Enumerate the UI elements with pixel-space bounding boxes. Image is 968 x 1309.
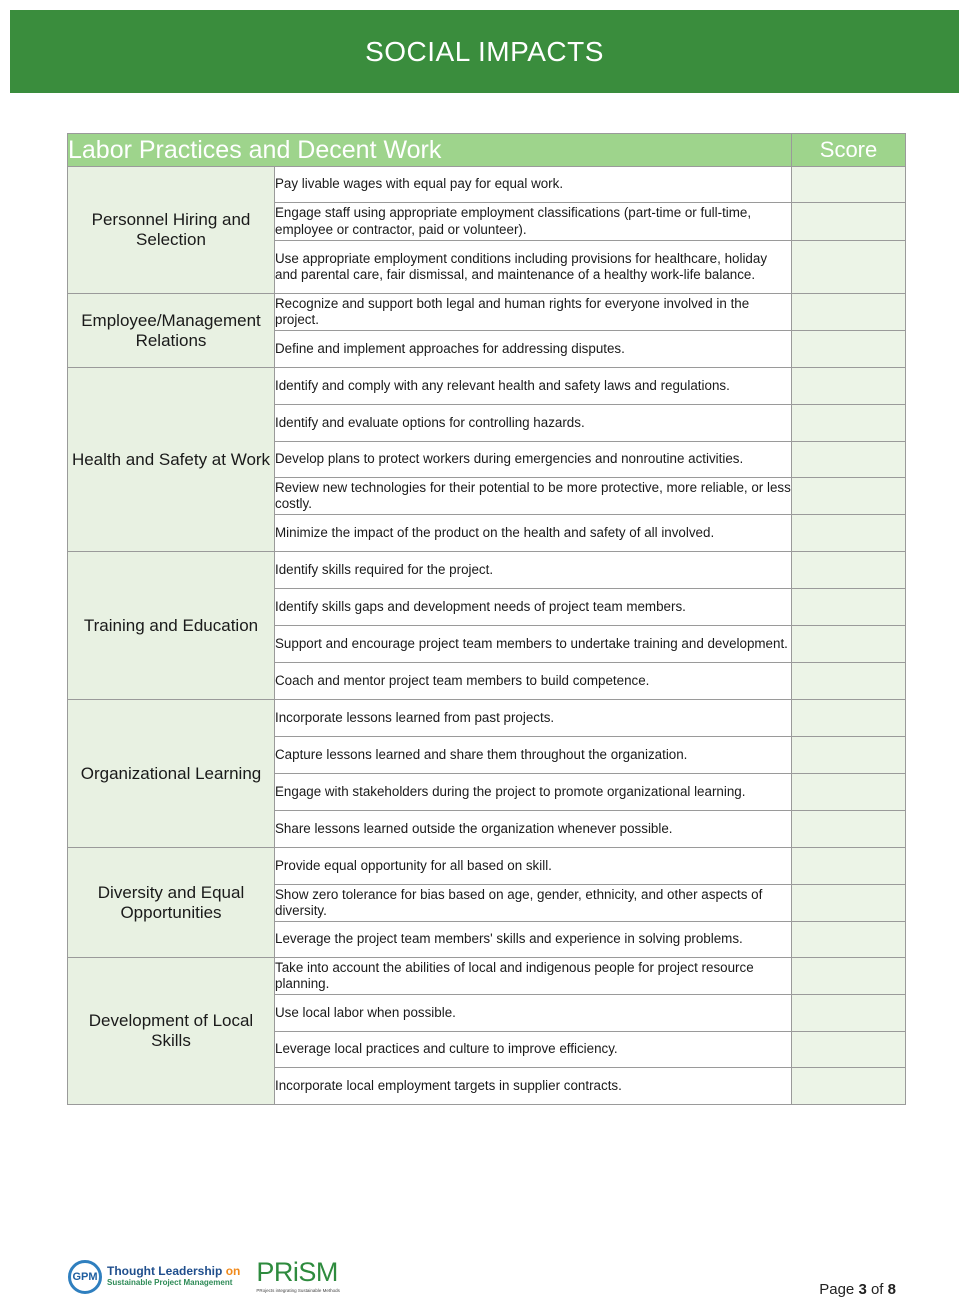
criterion-text: Engage staff using appropriate employment classifications (part-time or full-time, employee or contractor, paid or volunteer). xyxy=(275,203,792,241)
category-label: Training and Education xyxy=(68,552,275,700)
gpm-logo-text: GPM xyxy=(72,1271,98,1283)
score-cell[interactable] xyxy=(792,552,906,589)
gpm-logo xyxy=(68,1260,102,1294)
score-cell[interactable] xyxy=(792,331,906,368)
criterion-text: Capture lessons learned and share them throughout the organization. xyxy=(275,737,792,774)
page-banner xyxy=(10,10,959,93)
score-cell[interactable] xyxy=(792,478,906,515)
criterion-text: Take into account the abilities of local and indigenous people for project resource planning. xyxy=(275,958,792,995)
labor-practices-table xyxy=(67,133,906,1105)
score-cell[interactable] xyxy=(792,737,906,774)
score-cell[interactable] xyxy=(792,515,906,552)
criterion-text: Minimize the impact of the product on the health and safety of all involved. xyxy=(275,515,792,552)
page-label: Page xyxy=(819,1281,855,1298)
table-body xyxy=(68,167,906,1105)
criterion-text: Coach and mentor project team members to build competence. xyxy=(275,663,792,700)
score-cell[interactable] xyxy=(792,241,906,294)
score-cell[interactable] xyxy=(792,811,906,848)
score-cell[interactable] xyxy=(792,368,906,405)
page-current: 3 xyxy=(858,1281,867,1298)
score-cell[interactable] xyxy=(792,626,906,663)
score-cell[interactable] xyxy=(792,203,906,241)
criterion-text: Leverage local practices and culture to improve efficiency. xyxy=(275,1032,792,1068)
criterion-text: Show zero tolerance for bias based on age, gender, ethnicity, and other aspects of diversity. xyxy=(275,885,792,922)
score-cell[interactable] xyxy=(792,167,906,203)
score-cell[interactable] xyxy=(792,774,906,811)
score-cell[interactable] xyxy=(792,663,906,700)
tagline-line1: Thought Leadership xyxy=(107,1264,223,1278)
score-cell[interactable] xyxy=(792,1032,906,1068)
category-label: Organizational Learning xyxy=(68,700,275,848)
criterion-text: Identify and comply with any relevant health and safety laws and regulations. xyxy=(275,368,792,405)
criterion-text: Review new technologies for their potential to be more protective, more reliable, or less costly. xyxy=(275,478,792,515)
criterion-text: Use appropriate employment conditions including provisions for healthcare, holiday and parental care, fair dismissal, and maintenance of a healthy work-life balance. xyxy=(275,241,792,294)
criterion-text: Identify and evaluate options for controlling hazards. xyxy=(275,405,792,442)
criterion-row xyxy=(68,294,906,331)
criterion-text: Incorporate local employment targets in supplier contracts. xyxy=(275,1068,792,1105)
score-cell[interactable] xyxy=(792,958,906,995)
footer-logos xyxy=(68,1257,340,1297)
criterion-text: Incorporate lessons learned from past projects. xyxy=(275,700,792,737)
score-cell[interactable] xyxy=(792,848,906,885)
prism-logo-text: PRiSM xyxy=(256,1257,338,1287)
criterion-text: Develop plans to protect workers during emergencies and nonroutine activities. xyxy=(275,442,792,478)
score-cell[interactable] xyxy=(792,995,906,1032)
prism-logo xyxy=(256,1258,340,1296)
page-of: of xyxy=(870,1281,884,1298)
criterion-text: Provide equal opportunity for all based on skill. xyxy=(275,848,792,885)
section-title: Labor Practices and Decent Work xyxy=(68,134,792,167)
score-cell[interactable] xyxy=(792,405,906,442)
category-label: Diversity and Equal Opportunities xyxy=(68,848,275,958)
criterion-text: Recognize and support both legal and human rights for everyone involved in the project. xyxy=(275,294,792,331)
criterion-row xyxy=(68,700,906,737)
page-total: 8 xyxy=(887,1281,896,1298)
criterion-text: Identify skills gaps and development needs of project team members. xyxy=(275,589,792,626)
prism-tagline: PRojects integrating Sustainable Methods xyxy=(256,1288,340,1293)
thought-leadership-tagline xyxy=(107,1265,240,1289)
criterion-text: Pay livable wages with equal pay for equal work. xyxy=(275,167,792,203)
criterion-text: Identify skills required for the project. xyxy=(275,552,792,589)
criterion-row xyxy=(68,552,906,589)
category-label: Employee/Management Relations xyxy=(68,294,275,368)
score-cell[interactable] xyxy=(792,294,906,331)
score-cell[interactable] xyxy=(792,885,906,922)
score-cell[interactable] xyxy=(792,700,906,737)
criterion-text: Support and encourage project team members to undertake training and development. xyxy=(275,626,792,663)
criterion-text: Use local labor when possible. xyxy=(275,995,792,1032)
score-cell[interactable] xyxy=(792,589,906,626)
criterion-text: Leverage the project team members' skills and experience in solving problems. xyxy=(275,922,792,958)
criterion-row xyxy=(68,848,906,885)
criterion-text: Share lessons learned outside the organization whenever possible. xyxy=(275,811,792,848)
score-cell[interactable] xyxy=(792,442,906,478)
criterion-row xyxy=(68,958,906,995)
tagline-on: on xyxy=(225,1264,241,1278)
criterion-text: Engage with stakeholders during the project to promote organizational learning. xyxy=(275,774,792,811)
tagline-line2: Sustainable Project Management xyxy=(107,1278,233,1287)
page-title: SOCIAL IMPACTS xyxy=(365,35,604,67)
score-header: Score xyxy=(792,134,906,167)
page-number xyxy=(819,1281,896,1298)
category-label: Health and Safety at Work xyxy=(68,368,275,552)
score-cell[interactable] xyxy=(792,1068,906,1105)
table-header-row xyxy=(68,134,906,167)
criterion-row xyxy=(68,368,906,405)
criterion-text: Define and implement approaches for addressing disputes. xyxy=(275,331,792,368)
criterion-row xyxy=(68,167,906,203)
score-cell[interactable] xyxy=(792,922,906,958)
category-label: Development of Local Skills xyxy=(68,958,275,1105)
category-label: Personnel Hiring and Selection xyxy=(68,167,275,294)
